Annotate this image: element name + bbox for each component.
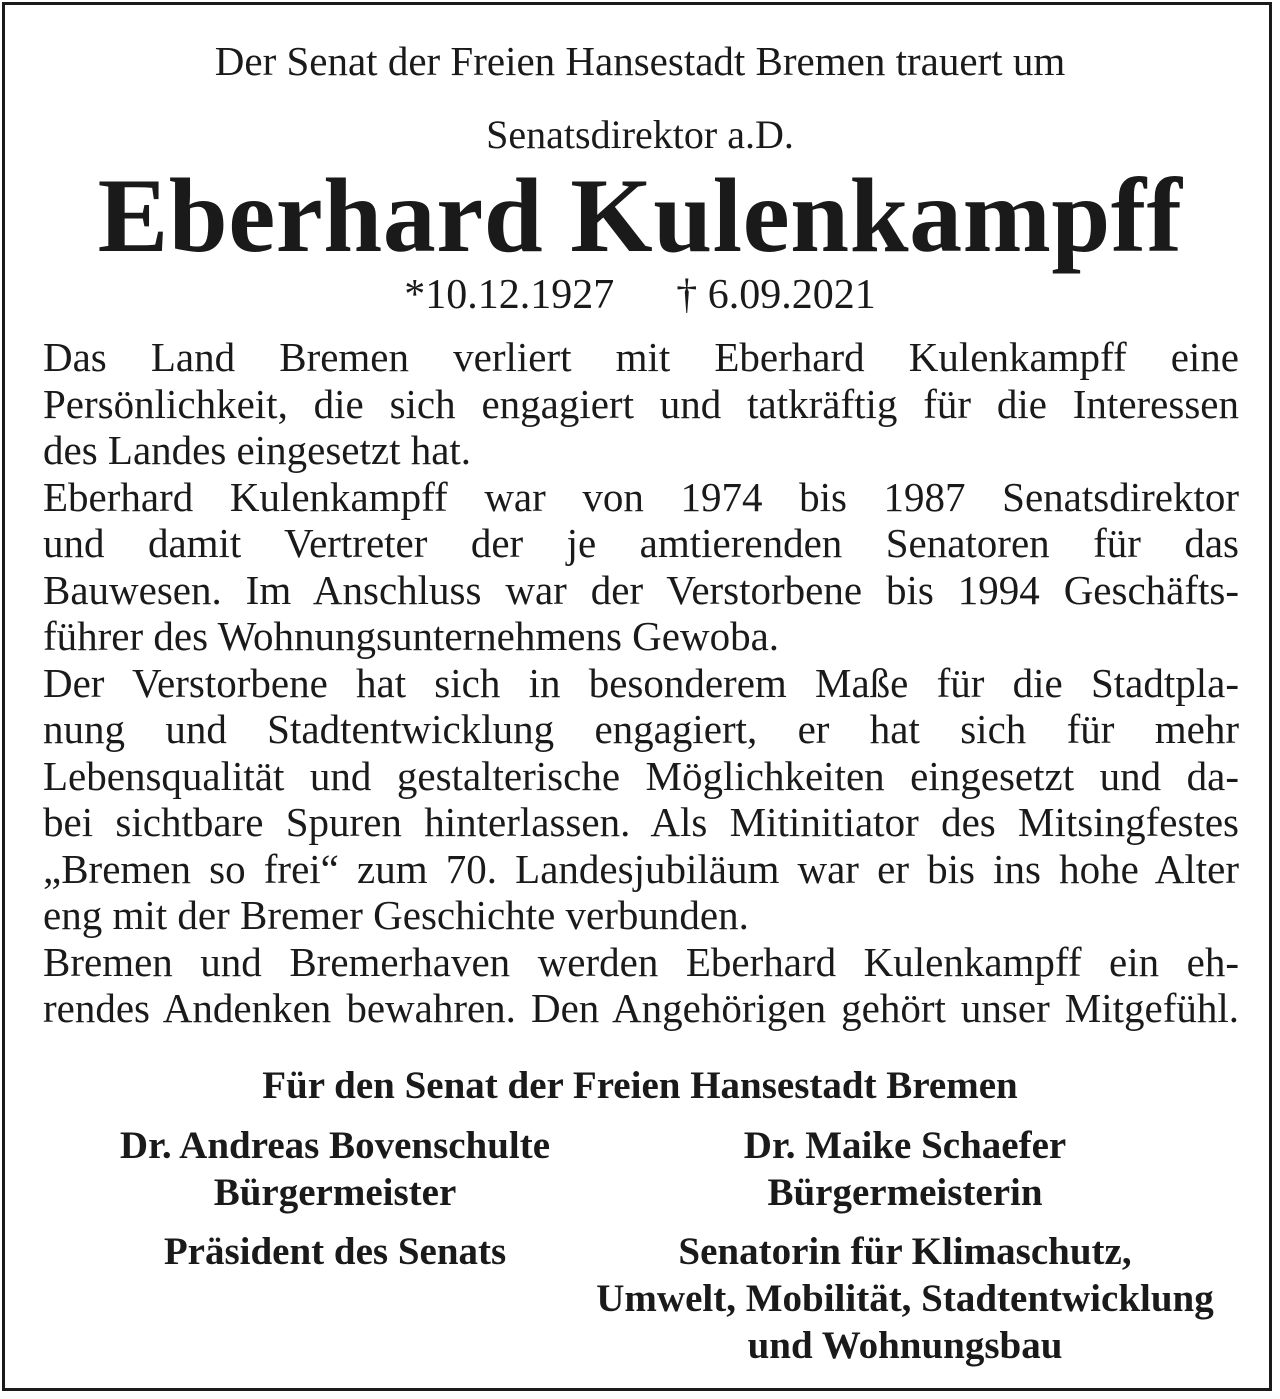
- signatory-left-name: Dr. Andreas Bovenschulte: [119, 1124, 551, 1167]
- text-line: Das Land Bremen verliert mit Eberhard Kulenkampff eine: [43, 334, 1239, 380]
- deceased-title: Senatsdirektor a.D.: [486, 112, 794, 157]
- signatory-right-name: Dr. Maike Schaefer: [743, 1124, 1067, 1167]
- life-dates: [5, 271, 1275, 319]
- death-date: † 6.09.2021: [676, 272, 876, 318]
- signatory-right-office-line: und Wohnungsbau: [747, 1324, 1063, 1367]
- text-line: des Landes eingesetzt hat.: [43, 427, 472, 473]
- deceased-name: Eberhard Kulenkampff: [97, 157, 1183, 274]
- text-line: Der Verstorbene hat sich in besonderem Maße für die Stadtpla-: [43, 659, 1239, 706]
- signatory-right-role: Bürgermeisterin: [767, 1171, 1043, 1214]
- text-line: eng mit der Bremer Geschichte verbunden.: [43, 892, 749, 938]
- signatory-right-office-line: Umwelt, Mobilität, Stadtentwicklung: [596, 1277, 1214, 1320]
- text-line: „Bremen so frei“ zum 70. Landesjubiläum war er bis ins hohe Alter: [43, 845, 1239, 892]
- intro-line: Der Senat der Freien Hansestadt Bremen trauert um: [214, 38, 1066, 84]
- closing-line: Für den Senat der Freien Hansestadt Bremen: [262, 1064, 1018, 1107]
- text-line: Lebensqualität und gestalterische Möglichkeiten eingesetzt und da-: [43, 752, 1239, 799]
- text-line: Eberhard Kulenkampff war von 1974 bis 1987 Senatsdirektor: [43, 473, 1239, 520]
- signatory-right-office-line: Senatorin für Klimaschutz,: [678, 1230, 1132, 1273]
- signatory-left-office: Präsident des Senats: [163, 1230, 507, 1273]
- text-line: und damit Vertreter der je amtierenden Senatoren für das: [43, 520, 1239, 566]
- text-line: führer des Wohnungsunternehmens Gewoba.: [43, 613, 780, 659]
- text-line: bei sichtbare Spuren hinterlassen. Als Mitinitiator des Mitsingfestes: [43, 799, 1239, 845]
- text-line: nung und Stadtentwicklung engagiert, er hat sich für mehr: [43, 706, 1239, 752]
- text-line: rendes Andenken bewahren. Den Angehörigen gehört unser Mitgefühl.: [43, 985, 1239, 1031]
- birth-date: *10.12.1927: [404, 272, 615, 318]
- text-line: Persönlichkeit, die sich engagiert und tatkräftig für die Interessen: [43, 380, 1239, 427]
- signatory-left-role: Bürgermeister: [213, 1171, 457, 1214]
- obituary-notice: [2, 2, 1272, 1391]
- text-line: Bremen und Bremerhaven werden Eberhard Kulenkampff ein eh-: [43, 938, 1239, 985]
- text-line: Bauwesen. Im Anschluss war der Verstorbene bis 1994 Geschäfts-: [43, 566, 1239, 613]
- obituary-text: [43, 334, 1239, 1032]
